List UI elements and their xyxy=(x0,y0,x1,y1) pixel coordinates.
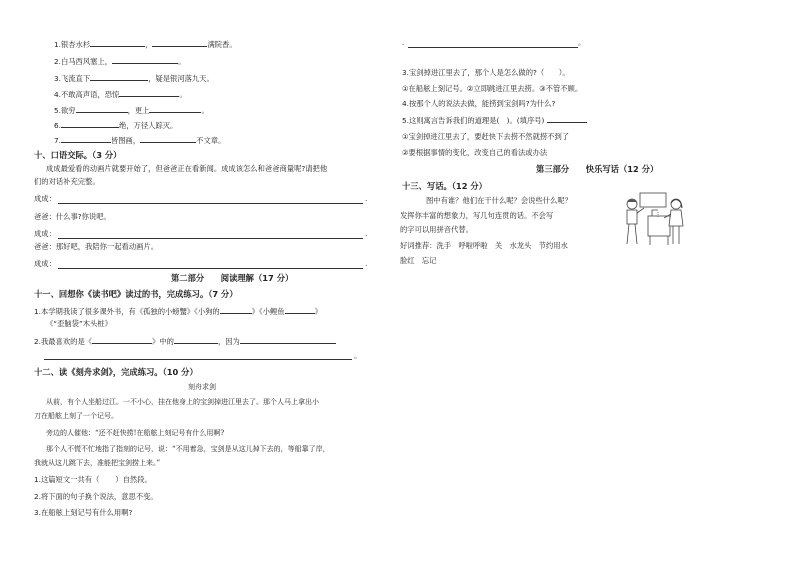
answer-blank[interactable] xyxy=(90,72,148,81)
story-title: 刻舟求剑 xyxy=(188,383,216,391)
story-paragraph: 我就从这儿跳下去，准能把宝剑捞上来。” xyxy=(34,459,161,467)
section-11-q2: 2.我最喜欢的是《 》中的 ，因为 xyxy=(34,335,336,347)
fill-item-4: 4.不敢高声语，恐惊 。 xyxy=(54,90,187,99)
answer-blank[interactable] xyxy=(119,88,179,97)
section-11-q1-cont: 《“歪脑袋”木头桩》 xyxy=(46,319,112,328)
dialogue-line: 成成： xyxy=(34,229,56,238)
answer-blank[interactable] xyxy=(90,38,145,47)
sink-shape xyxy=(648,216,670,236)
fill-item-5: 5.欲穷 ，更上 。 xyxy=(54,106,209,115)
writing-prompt: 的字可以用拼音代替。 xyxy=(400,225,473,234)
fill-item-1: 1.银杏水杉 ， 满院香。 xyxy=(54,40,237,49)
writing-prompt: 图中有谁？他们在干什么呢？会说些什么呢？ xyxy=(426,196,572,205)
word-bank: 脸红 忘记 xyxy=(400,256,437,265)
section-12-q4: 4.按那个人的说法去做，能捞到宝剑吗?为什么? xyxy=(402,99,556,108)
answer-line[interactable] xyxy=(408,47,578,48)
dialogue-end: . xyxy=(365,229,368,238)
section-10-intro: 成成最爱看的动画片就要开始了，但爸爸正在看新闻。成成该怎么和爸爸商量呢?请把他 xyxy=(46,164,328,173)
story-paragraph: 旁边的人催他：“还不赶快捞!在船舷上刻记号有什么用啊? xyxy=(46,429,225,437)
section-12-q5: 5.这则寓言告诉我们的道理是( )。(填序号) xyxy=(402,116,547,126)
answer-blank[interactable] xyxy=(92,335,152,344)
section-12-q1: 1.这篇短文一共有（ ）自然段。 xyxy=(34,475,152,484)
answer-blank[interactable] xyxy=(240,335,336,344)
answer-line[interactable] xyxy=(58,203,363,204)
answer-blank[interactable] xyxy=(149,104,201,113)
boy-body xyxy=(627,210,637,224)
section-12-q3-right: 3.宝剑掉进江里去了，那个人是怎么做的?（ ）。 xyxy=(402,68,570,77)
section-13-title: 十三、写话。（12 分） xyxy=(402,181,487,191)
answer-blank[interactable] xyxy=(61,119,119,128)
answer-blank[interactable] xyxy=(140,134,196,143)
line-end: 。 xyxy=(578,38,586,47)
line-end: 。 xyxy=(354,351,362,360)
girl-dress xyxy=(669,210,683,226)
option-1: ①宝剑掉进江里去了，要赶快下去捞不然就捞不到了 xyxy=(402,132,570,141)
story-paragraph: 刀在船舷上刻了一个记号。 xyxy=(34,412,118,420)
answer-line[interactable] xyxy=(44,359,352,360)
section-12-q2: 2.将下面的句子换个说法，意思不变。 xyxy=(34,492,158,501)
answer-blank[interactable] xyxy=(174,335,218,344)
story-paragraph: 那个人不慌不忙地指了指刻的记号，说：“不用着急，宝剑是从这儿掉下去的，等船靠了岸， xyxy=(46,445,330,453)
section-10-intro: 们的对话补充完整。 xyxy=(34,177,100,186)
section-12-q3-options: ①在船舷上刻记号。②立即跳进江里去捞。③不管不顾。 xyxy=(402,84,583,93)
answer-blank[interactable] xyxy=(285,305,315,314)
answer-line[interactable] xyxy=(58,238,363,239)
faucet-shape xyxy=(652,210,658,216)
fill-item-2: 2.白马西风塞上， 。 xyxy=(54,57,186,66)
boy-arm xyxy=(637,208,644,213)
answer-blank[interactable] xyxy=(152,38,207,47)
dialogue-line: 成成： xyxy=(34,259,56,268)
line-start: . xyxy=(402,38,405,47)
mirror-shape xyxy=(640,193,666,207)
option-2: ②要根据事情的变化，改变自己的看法或办法 xyxy=(402,148,548,157)
answer-blank[interactable] xyxy=(112,55,178,64)
section-12-q3: 3.在船舷上刻记号有什么用啊? xyxy=(34,508,133,517)
story-paragraph: 从前，有个人坐船过江。一不小心，挂在他身上的宝剑掉进江里去了。那个人马上拿出小 xyxy=(46,398,319,406)
section-12-title: 十二、读《刻舟求剑》，完成练习。（10 分） xyxy=(34,367,198,377)
dialogue-line: 爸爸：什么事?你说吧。 xyxy=(34,212,111,221)
part-2-title: 第二部分 阅读理解（17 分） xyxy=(171,273,294,283)
answer-blank[interactable] xyxy=(76,104,128,113)
answer-blank[interactable] xyxy=(61,134,111,143)
fill-item-7: 7. 皆图画， 不文章。 xyxy=(54,136,226,145)
dialogue-end: . xyxy=(365,194,368,203)
section-10-title: 十、口语交际。（3 分） xyxy=(34,150,122,160)
answer-line[interactable] xyxy=(58,268,363,269)
dialogue-line: 爸爸：那好吧，我陪你一起看动画片。 xyxy=(34,242,159,251)
dialogue-line: 成成： xyxy=(34,194,56,203)
dialogue-end: . xyxy=(365,259,368,268)
children-washing-hands-illustration xyxy=(622,190,684,250)
boy-hair xyxy=(627,200,637,203)
section-11-q1: 1.本学期我读了很多课外书，有《孤独的小螃蟹》《小狗的 》《小鲤鱼 》 xyxy=(34,307,322,316)
fill-item-6: 6. 绝，万径人踪灭。 xyxy=(54,121,178,130)
section-11-title: 十一、回想你《读书吧》读过的书，完成练习。（7 分） xyxy=(34,289,238,299)
writing-prompt: 发挥你丰富的想象力，写几句连贯的话。不会写 xyxy=(400,211,554,220)
boy-leg xyxy=(635,224,637,244)
answer-blank[interactable] xyxy=(220,305,252,314)
part-3-title: 第三部分 快乐写话（12 分） xyxy=(536,164,659,174)
boy-leg xyxy=(627,224,629,244)
word-bank: 好词推荐：洗手 呼啦呼啦 关 水龙头 节约用水 xyxy=(400,241,568,250)
fill-item-3: 3.飞流直下 ，疑是银河落九天。 xyxy=(54,74,214,83)
